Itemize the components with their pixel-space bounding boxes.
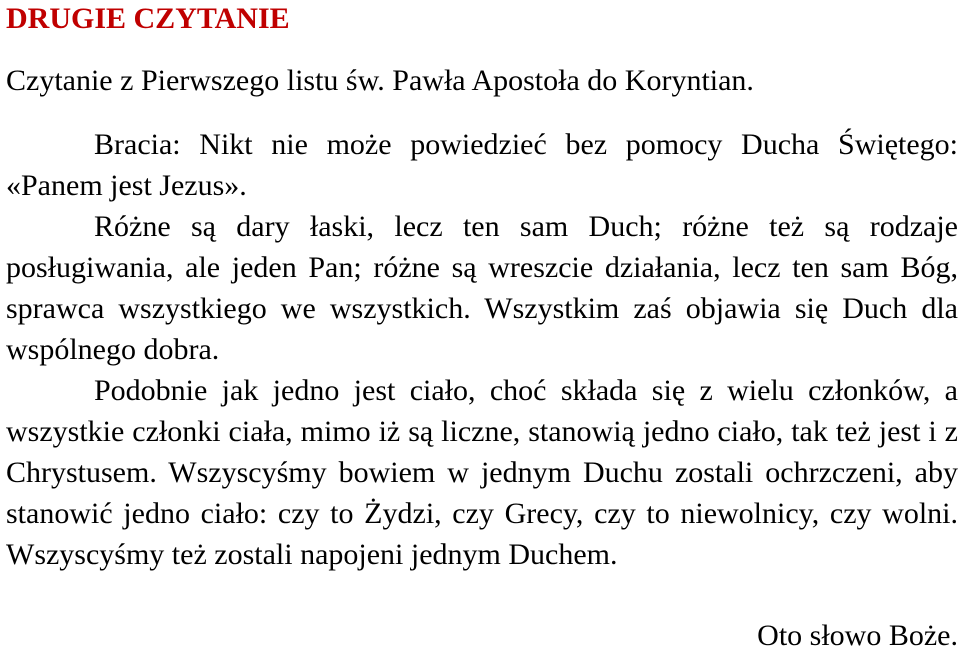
reading-page [6, 0, 958, 653]
reading-title: DRUGIE CZYTANIE [6, 2, 290, 35]
reading-intro: Czytanie z Pierwszego listu św. Pawła Apostoła do Koryntian. [6, 64, 754, 97]
reading-paragraph-3: Podobnie jak jedno jest ciało, choć składa się z wielu członków, a wszystkie członki ciała, mimo iż są liczne, stanowią jedno ciało, tak też jest i z Chrystusem. Wszyscyśmy bowiem w jednym Duchu zostali ochrzczeni, aby stanowić jedno ciało: czy to Żydzi, czy Grecy, czy to niewolnicy, czy wolni. Wszyscyśmy też zostali napojeni jednym Duchem. [6, 374, 958, 571]
closing-acclamation: Oto słowo Boże. [757, 619, 958, 652]
reading-paragraph-2: Różne są dary łaski, lecz ten sam Duch; różne też są rodzaje posługiwania, ale jeden Pan; różne są wreszcie działania, lecz ten sam Bóg, sprawca wszystkiego we wszystkich. Wszystkim zaś objawia się Duch dla wspólnego dobra. [6, 210, 958, 366]
reading-paragraph-1: Bracia: Nikt nie może powiedzieć bez pomocy Ducha Świętego: «Panem jest Jezus». [6, 128, 958, 202]
reading-body [6, 124, 958, 575]
